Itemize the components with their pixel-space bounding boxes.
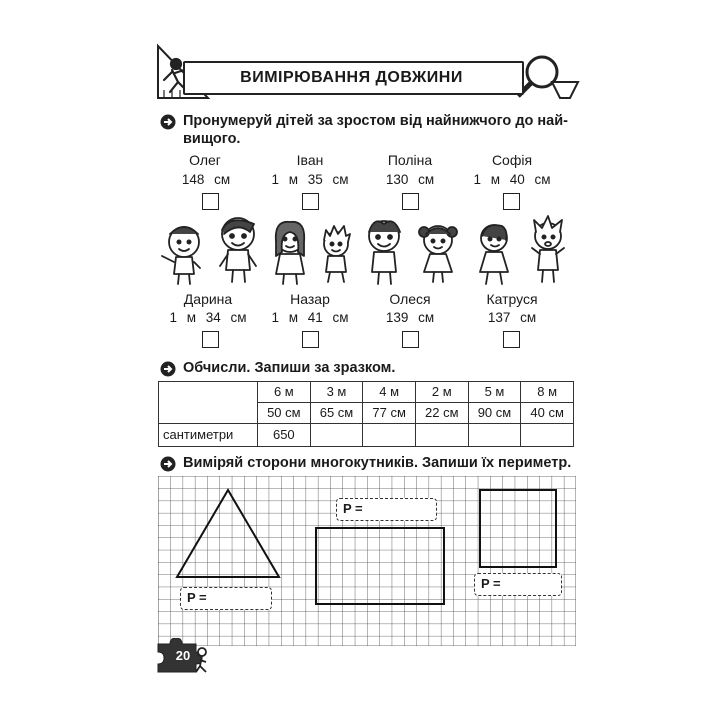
meters-cell: 5 м <box>468 382 521 403</box>
perimeter-answer-box[interactable] <box>474 573 562 596</box>
task1-instruction-line1: Пронумеруй дітей за зростом від найнижчого до най- <box>183 113 568 129</box>
child-name: Поліна <box>387 152 433 168</box>
child-name: Іван <box>296 152 324 168</box>
child-drawing-8 <box>532 216 564 282</box>
children-illustration <box>150 212 580 288</box>
cm-cell: 77 см <box>363 403 416 424</box>
meters-cell: 6 м <box>258 382 311 403</box>
child-height: 1 м 41 см <box>271 310 349 325</box>
table-row <box>159 382 574 403</box>
task2-instruction: Обчисли. Запиши за зразком. <box>183 360 396 376</box>
rank-checkbox[interactable] <box>302 193 319 210</box>
perimeter-answer-box[interactable] <box>180 587 272 610</box>
child-drawing-1 <box>162 227 200 284</box>
child-drawing-5 <box>369 221 400 284</box>
meters-cell: 3 м <box>310 382 363 403</box>
rank-checkbox[interactable] <box>402 331 419 348</box>
answer-cell[interactable] <box>415 424 468 447</box>
conversion-table <box>158 381 574 447</box>
child-height: 130 см <box>385 172 435 187</box>
child-name: Олег <box>189 152 221 168</box>
child-name: Катруся <box>486 291 538 307</box>
child-drawing-6 <box>419 226 457 282</box>
page-title: ВИМІРЮВАННЯ ДОВЖИНИ <box>240 69 463 86</box>
meters-cell: 8 м <box>521 382 574 403</box>
perimeter-label: P = <box>343 501 363 516</box>
cm-cell: 22 см <box>415 403 468 424</box>
answer-cell[interactable] <box>468 424 521 447</box>
table-corner <box>159 382 258 424</box>
cm-cell: 50 см <box>258 403 311 424</box>
child-height: 1 м 35 см <box>271 172 349 187</box>
perimeter-answer-box[interactable] <box>336 498 437 521</box>
page-number: 20 <box>175 648 191 663</box>
meters-cell: 4 м <box>363 382 416 403</box>
ruler-icon <box>552 82 578 98</box>
child-name: Софія <box>491 152 533 168</box>
table-row <box>159 424 574 447</box>
child-name: Олеся <box>389 291 431 307</box>
perimeter-label: P = <box>481 576 501 591</box>
child-height: 139 см <box>385 310 435 325</box>
answer-cell[interactable] <box>521 424 574 447</box>
rank-checkbox[interactable] <box>503 193 520 210</box>
child-name: Назар <box>290 291 330 307</box>
child-height: 1 м 40 см <box>473 172 551 187</box>
child-height: 137 см <box>487 310 537 325</box>
arrow-bullet-icon <box>160 361 176 377</box>
child-drawing-4 <box>324 226 350 282</box>
answer-cell[interactable] <box>363 424 416 447</box>
task1-instruction-line2: вищого. <box>183 131 241 147</box>
answer-cell[interactable]: 650 <box>258 424 311 447</box>
child-drawing-3 <box>276 222 304 284</box>
perimeter-label: P = <box>187 590 207 605</box>
cm-cell: 40 см <box>521 403 574 424</box>
meters-cell: 2 м <box>415 382 468 403</box>
row-label: сантиметри <box>159 424 258 447</box>
child-name: Дарина <box>183 291 233 307</box>
rank-checkbox[interactable] <box>202 331 219 348</box>
rank-checkbox[interactable] <box>503 331 520 348</box>
rank-checkbox[interactable] <box>202 193 219 210</box>
child-drawing-7 <box>480 225 508 284</box>
rank-checkbox[interactable] <box>302 331 319 348</box>
task3-instruction: Виміряй сторони многокутників. Запиши їх периметр. <box>183 455 572 471</box>
answer-cell[interactable] <box>310 424 363 447</box>
arrow-bullet-icon <box>160 114 176 130</box>
child-height: 148 см <box>181 172 231 187</box>
arrow-bullet-icon <box>160 456 176 472</box>
cm-cell: 90 см <box>468 403 521 424</box>
child-height: 1 м 34 см <box>169 310 247 325</box>
rank-checkbox[interactable] <box>402 193 419 210</box>
child-drawing-2 <box>220 218 256 282</box>
cm-cell: 65 см <box>310 403 363 424</box>
